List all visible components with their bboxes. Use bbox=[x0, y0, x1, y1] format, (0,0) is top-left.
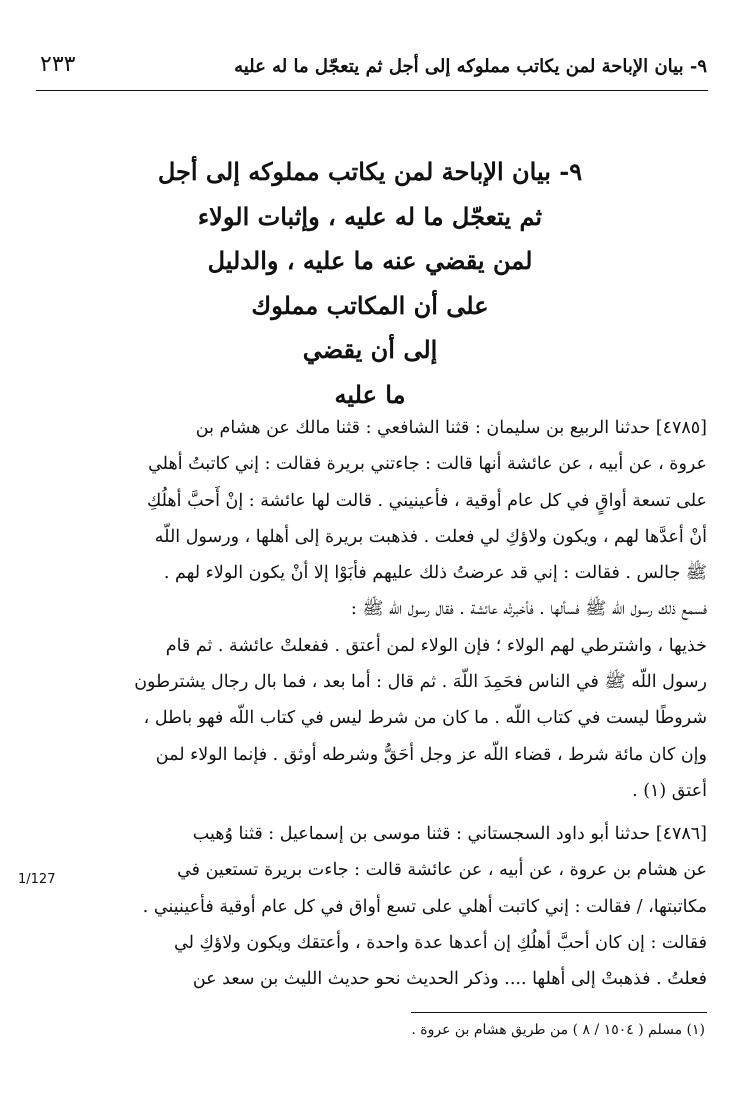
page-number: ٢٣٣ bbox=[40, 52, 76, 77]
chapter-title-line: إلى أن يقضي bbox=[302, 335, 438, 364]
hadith-line: [٤٧٨٦] حدثنا أبو داود السجستاني : قثنا موسى بن إسماعيل : قثنا وُهيب bbox=[192, 824, 707, 844]
hadith-line: وإن كان مائة شرط ، قضاء اللّه عز وجل أحَقُّ وشرطه أوثق . فإنما الولاء لمن bbox=[155, 744, 707, 765]
footnote: (١) مسلم ( ١٥٠٤ / ٨ ) من طريق هشام بن عروة . bbox=[411, 1022, 705, 1038]
hadith-line: شروطًا ليست في كتاب اللّه . ما كان من شرط ليس في كتاب اللّه فهو باطل ، bbox=[143, 708, 707, 729]
chapter-title-line: ٩- بيان الإباحة لمن يكاتب مملوكه إلى أجل bbox=[157, 157, 583, 186]
chapter-title-line: ثم يتعجّل ما له عليه ، وإثبات الولاء bbox=[197, 201, 543, 231]
hadith-line: ﷺ جالس . فقالت : إني قد عرضتُ ذلك عليهم فأبَوْا إلا أنْ يكون الولاء لهم . bbox=[163, 563, 707, 584]
hadith-line: مكاتبتها، / فقالت : إني كاتبت أهلي على تسع أواق في كل عام أوقية فأعينيني . bbox=[142, 896, 707, 917]
hadith-line: عن هشام بن عروة ، عن أبيه ، عن عائشة قالت : جاءت بريرة تستعين في bbox=[177, 860, 707, 881]
running-title: ٩- بيان الإباحة لمن يكاتب مملوكه إلى أجل ثم يتعجّل ما له عليه bbox=[234, 56, 707, 77]
hadith-line: فعلتُ . فذهبتْ إلى أهلها .... وذكر الحديث نحو حديث الليث بن سعد عن bbox=[192, 969, 707, 990]
hadith-line: خذيها ، واشترطي لهم الولاء ؛ فإن الولاء لمن أعتق . ففعلتْ عائشة . ثم قام bbox=[165, 635, 707, 656]
manuscript-margin-note: 1/127 bbox=[18, 872, 56, 887]
chapter-title bbox=[80, 150, 660, 417]
chapter-title-line: لمن يقضي عنه ما عليه ، والدليل bbox=[207, 246, 533, 275]
hadith-line: رسول اللّه ﷺ في الناس فحَمِدَ اللّهَ . ثم قال : أما بعد ، فما بال رجال يشترطون bbox=[134, 672, 707, 693]
hadith-line: عروة ، عن أبيه ، عن عائشة أنها قالت : جاءتني بريرة فقالت : إني كاتبتُ أهلي bbox=[148, 454, 707, 475]
hadith-line: فقالت : إن كان أحبَّ أهلُكِ إن أعدها عدة واحدة ، وأعتقك ويكون ولاؤكِ لي bbox=[174, 932, 707, 953]
header-rule bbox=[36, 90, 708, 91]
hadith-line: على تسعة أواقٍ في كل عام أوقية ، فأعينيني . قالت لها عائشة : إنْ أَحبَّ أهلُكِ bbox=[146, 490, 707, 511]
hadith-line: أنْ أعدَّها لهم ، ويكون ولاؤكِ لي فعلت . فذهبت بريرة إلى أهلها ، ورسول اللّه bbox=[154, 526, 707, 547]
hadith-4786 bbox=[37, 816, 707, 997]
hadith-line: [٤٧٨٥] حدثنا الربيع بن سليمان : قثنا الشافعي : قثنا مالك عن هشام بن bbox=[195, 418, 707, 438]
hadith-line: أعتق (١) . bbox=[632, 780, 707, 801]
footnote-rule bbox=[411, 1012, 707, 1013]
hadith-line: فسمع ذلك رسول اللّه ﷺ فسألها . فأخبرتْه عائشة . فقال رسول اللّه ﷺ : bbox=[350, 599, 707, 620]
chapter-title-line: ما عليه bbox=[334, 379, 406, 409]
chapter-title-line: على أن المكاتب مملوك bbox=[251, 290, 489, 320]
hadith-4785 bbox=[37, 410, 707, 809]
